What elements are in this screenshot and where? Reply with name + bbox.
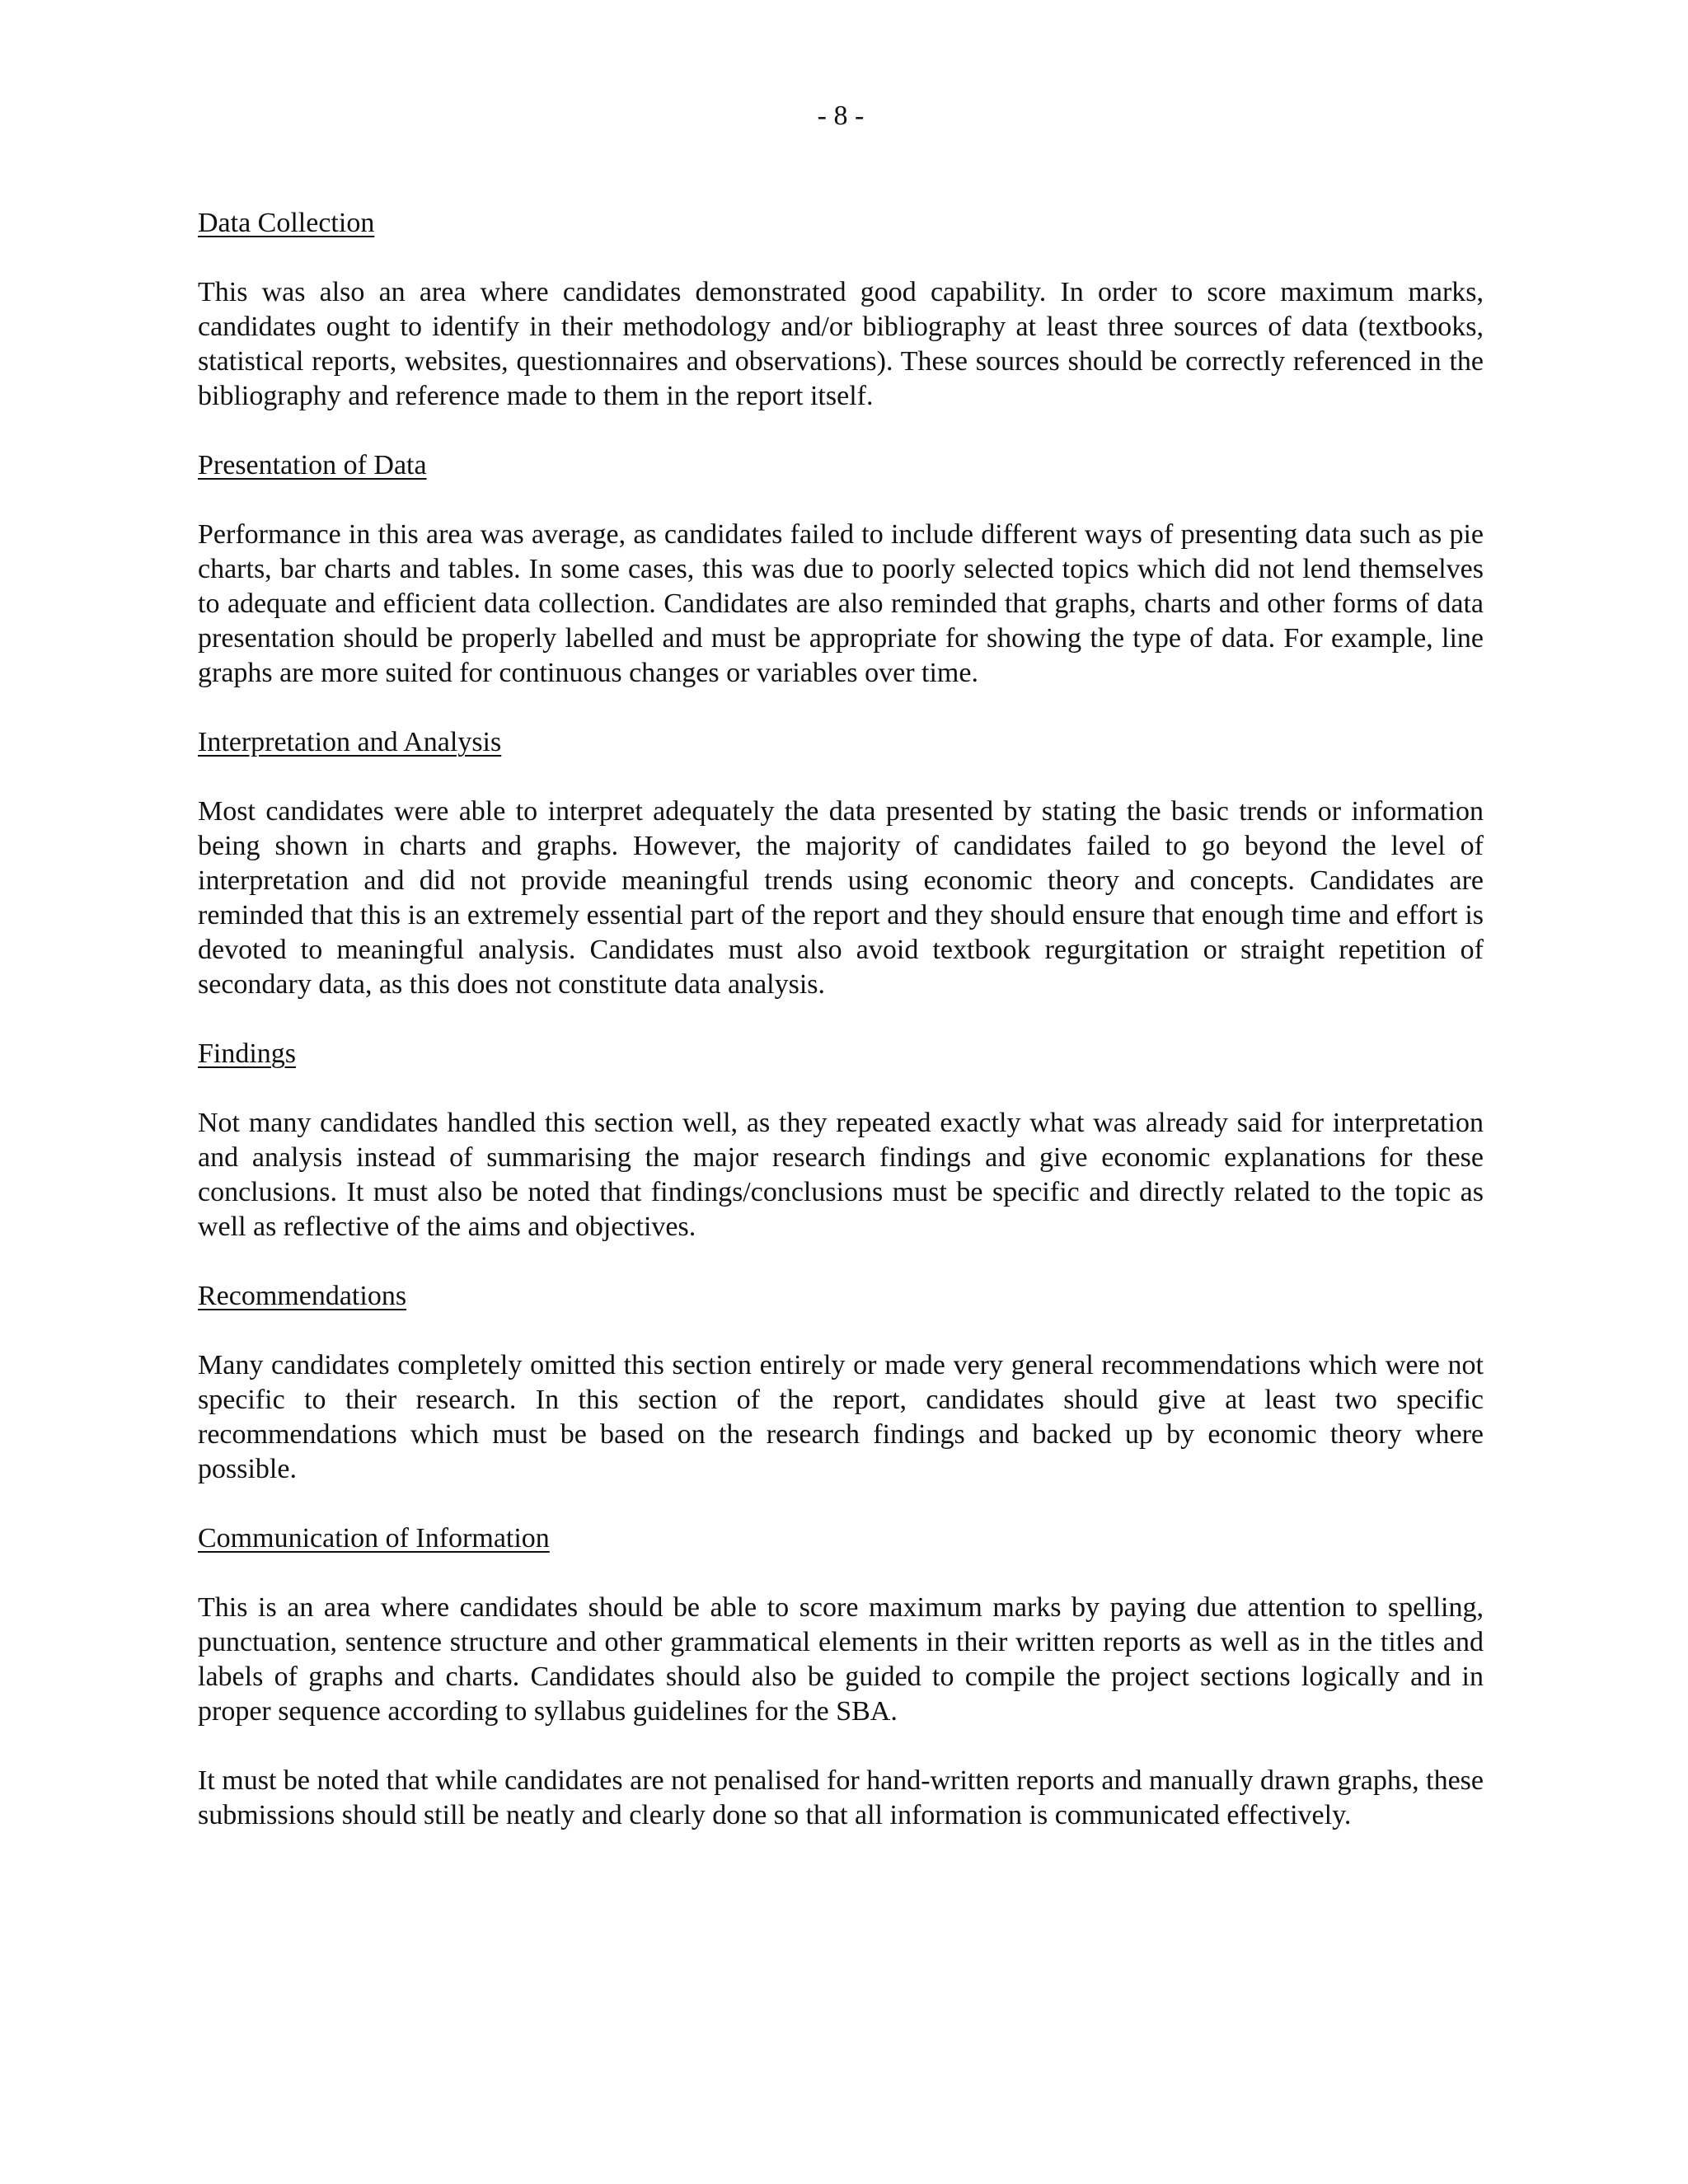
page-number: - 8 - (817, 101, 865, 131)
document-body (198, 206, 1484, 1868)
section-heading: Presentation of Data (198, 450, 427, 480)
section-recommendations (198, 1279, 1484, 1487)
section-presentation-of-data (198, 448, 1484, 691)
section-data-collection (198, 206, 1484, 414)
section-paragraph: Not many candidates handled this section well, as they repeated exactly what was already said for interpretation and analysis instead of summarising the major research findings and give economic explanations for these conclusions. It must also be noted that findings/conclusions must be specific and directly related to the topic as well as reflective of the aims and objectives. (198, 1108, 1484, 1242)
section-interpretation-and-analysis (198, 725, 1484, 1002)
section-heading: Interpretation and Analysis (198, 727, 502, 757)
section-heading: Recommendations (198, 1281, 407, 1311)
section-findings (198, 1037, 1484, 1244)
section-paragraph: Performance in this area was average, as candidates failed to include different ways of presenting data such as pie charts, bar charts and tables. In some cases, this was due to poorly selected topics which did not lend themselves to adequate and efficient data collection. Candidates are also reminded that graphs, charts and other forms of data presentation should be properly labelled and must be appropriate for showing the type of data. For example, line graphs are more suited for continuous changes or variables over time. (198, 519, 1484, 688)
section-heading: Data Collection (198, 208, 375, 238)
section-paragraph: It must be noted that while candidates are not penalised for hand-written reports and manually drawn graphs, these submissions should still be neatly and clearly done so that all information is communicated effectively. (198, 1765, 1484, 1830)
section-paragraph: Many candidates completely omitted this section entirely or made very general recommendations which were not specific to their research. In this section of the report, candidates should give at least two specific recommendations which must be based on the research findings and backed up by economic theory where possible. (198, 1350, 1484, 1484)
section-paragraph: This is an area where candidates should be able to score maximum marks by paying due attention to spelling, punctuation, sentence structure and other grammatical elements in their written reports as well as in the titles and labels of graphs and charts. Candidates should also be guided to compile the project sections logically and in proper sequence according to syllabus guidelines for the SBA. (198, 1592, 1484, 1727)
section-heading: Findings (198, 1038, 297, 1069)
section-heading: Communication of Information (198, 1523, 550, 1554)
section-paragraph: This was also an area where candidates demonstrated good capability. In order to score maximum marks, candidates ought to identify in their methodology and/or bibliography at least three sources of data (textbooks, statistical reports, websites, questionnaires and observations). These sources should be correctly referenced in the bibliography and reference made to them in the report itself. (198, 277, 1484, 411)
section-communication-of-information (198, 1521, 1484, 1833)
section-paragraph: Most candidates were able to interpret adequately the data presented by stating the basic trends or information being shown in charts and graphs. However, the majority of candidates failed to go beyond the level of interpretation and did not provide meaningful trends using economic theory and concepts. Candidates are reminded that this is an extremely essential part of the report and they should ensure that enough time and effort is devoted to meaningful analysis. Candidates must also avoid textbook regurgitation or straight repetition of secondary data, as this does not constitute data analysis. (198, 796, 1484, 1000)
